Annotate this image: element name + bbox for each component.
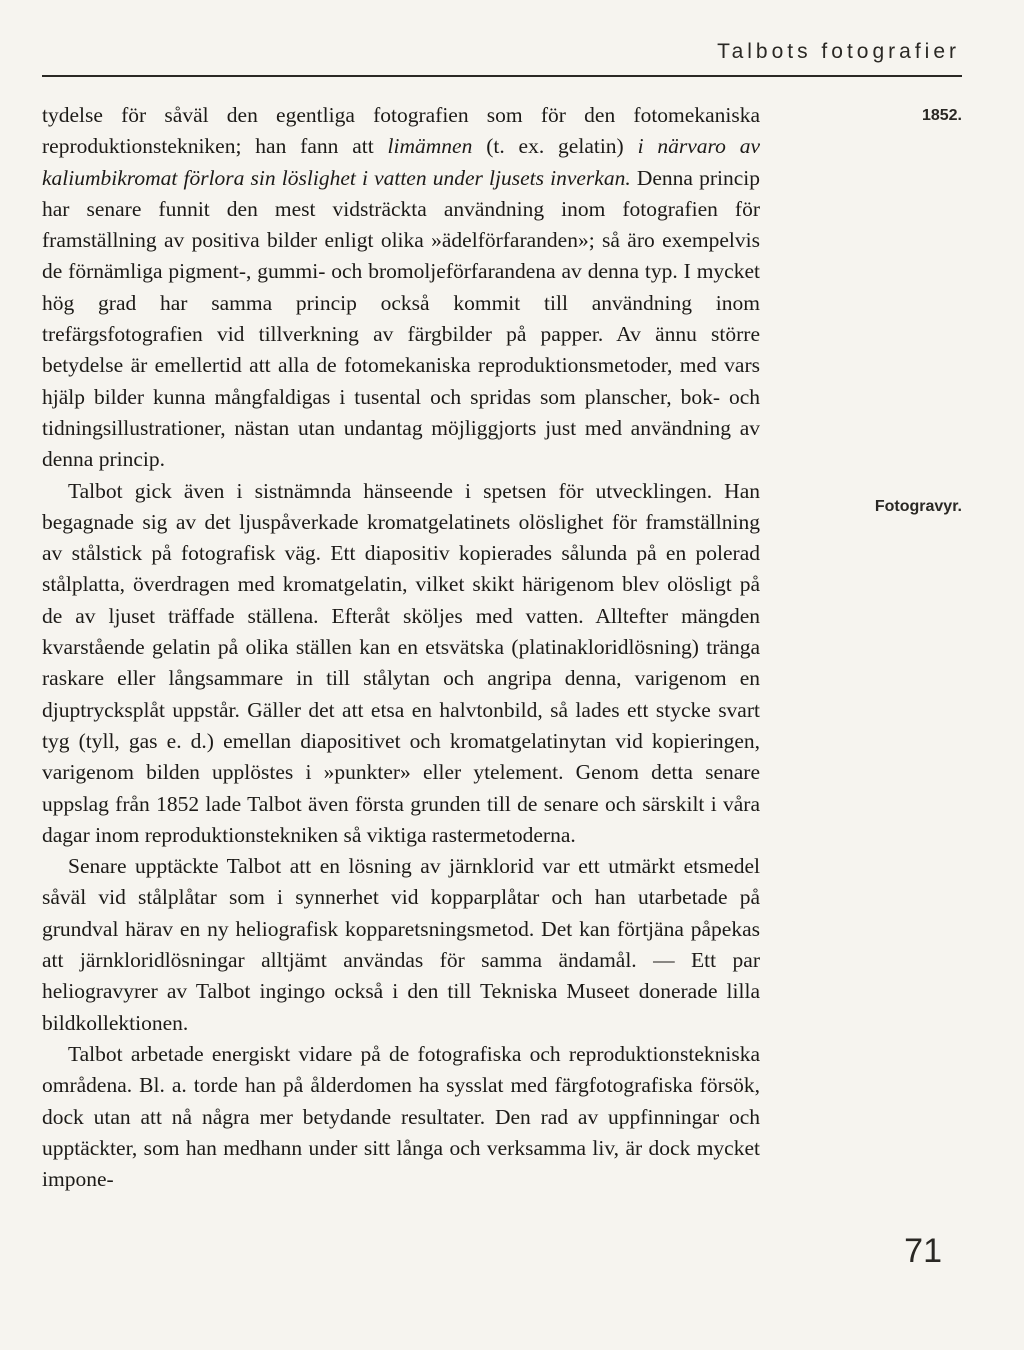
- paragraph-2: Talbot gick även i sistnämnda hänseende i spetsen för utvecklingen. Han begagnade sig av det ljuspåverkade kromatgelatinets olöslighet för framställning av stålstick på fotografisk väg. Ett diapositiv kopierades sålunda på en polerad stålplatta, överdragen med kromatgelatin, vilket skikt härigenom blev olösligt på de av ljuset träffade ställena. Efteråt sköljes med vatten. Alltefter mängden kvarstående gelatin på olika ställen kan en etsvätska (platinakloridlösning) tränga raskare eller långsammare in till stålytan och angripa denna, varigenom en djuptrycksplåt uppstår. Gäller det att etsa en halvtonbild, så lades ett stycke svart tyg (tyll, gas e. d.) emellan diapositivet och kromatgelatinytan vid kopieringen, varigenom bilden upplöstes i »punkter» eller ytelement. Genom detta senare uppslag från 1852 lade Talbot även första grunden till de senare och särskilt i våra dagar inom reproduktionstekniken så viktiga rastermetoderna.: [42, 478, 760, 847]
- paragraph-4: Talbot arbetade energiskt vidare på de fotografiska och reproduktionstekniska områdena. Bl. a. torde han på ålderdomen ha sysslat med färgfotografiska försök, dock utan att nå några mer betydande resultater. Den rad av uppfinningar och upptäckter, som han medhann under sitt långa och verksamma liv, är dock mycket impone-: [42, 1041, 760, 1192]
- italic-statement: i närvaro av kaliumbikromat förlora sin löslighet i vatten under ljusets inverkan.: [42, 134, 760, 190]
- margin-note-year: 1852.: [921, 107, 962, 124]
- body-text: [42, 100, 760, 1195]
- running-head: Talbots fotografier: [717, 40, 960, 63]
- page-number: 71: [904, 1232, 942, 1270]
- margin-note-topic: Fotogravyr.: [874, 498, 962, 515]
- paragraph-1: tydelse för såväl den egentliga fotografien som för den fotomekaniska reproduktionstekniken; han fann att limämnen (t. ex. gelatin) i närvaro av kaliumbikromat förlora sin löslighet i vatten under ljusets inverkan. Denna princip har senare funnit den mest vidsträckta användning inom fotografien för framställning av positiva bilder enligt olika »ädelförfaranden»; så äro exempelvis de förnämliga pigment-, gummi- och bromoljeförfarandena av denna typ. I mycket hög grad har samma princip också kommit till användning inom trefärgsfotografien vid tillverkning av färgbilder på papper. Av ännu större betydelse är emellertid att alla de fotomekaniska reproduktionsmetoder, med vars hjälp bilder kunna mångfaldigas i tusental och spridas som planscher, bok- och tidningsillustrationer, nästan utan undantag möjliggjorts just med användning av denna princip.: [42, 103, 760, 472]
- header-rule: [42, 75, 962, 77]
- italic-term: limämnen: [387, 134, 473, 159]
- paragraph-3: Senare upptäckte Talbot att en lösning av järnklorid var ett utmärkt etsmedel såväl vid stålplåtar som i synnerhet vid kopparplåtar och han utarbetade på grundval härav en ny heliografisk kopparetsningsmetod. Det kan förtjäna påpekas att järnkloridlösningar alltjämt användas för samma ändamål. — Ett par heliogravyrer av Talbot ingingo också i den till Tekniska Museet donerade lilla bildkollektionen.: [42, 854, 760, 1035]
